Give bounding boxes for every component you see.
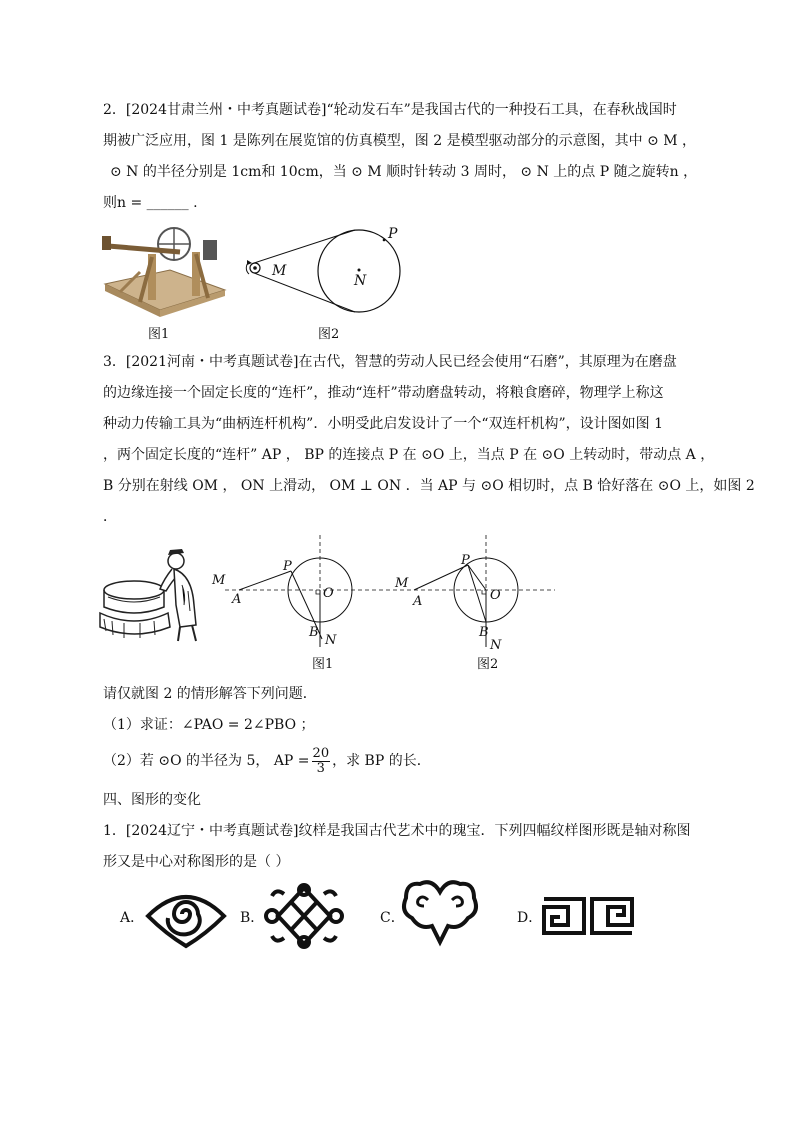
- s4-q1-line-1: 1．[2024辽宁・中考真题试卷]纹样是我国古代艺术中的瑰宝．下列四幅纹样图形既是轴对称图: [103, 823, 691, 839]
- q3-line-6: ．: [103, 509, 117, 525]
- fig2-label-p: P: [461, 553, 470, 568]
- q2-line-1: 2．[2024甘肃兰州・中考真题试卷]“轮动发石车”是我国古代的一种投石工具，在春秋战国时: [103, 102, 677, 118]
- ap-fraction: [312, 747, 331, 776]
- fig1-label-a: A: [232, 592, 242, 607]
- fig2-label-o: O: [490, 588, 501, 603]
- label-n: N: [354, 273, 367, 289]
- label-m: M: [272, 263, 287, 279]
- section-4-heading: 四、图形的变化: [103, 792, 201, 808]
- q3-sub-question-2: [103, 746, 431, 776]
- q3-sub2-text: （2）若 ⊙O 的半径为 5， AP =: [103, 753, 310, 769]
- q2-line-2: 期被广泛应用，图 1 是陈列在展览馆的仿真模型，图 2 是模型驱动部分的示意图，其中 ⊙ M ，: [103, 133, 697, 149]
- fig2-label-b: B: [479, 625, 489, 640]
- belt-drive-diagram: [238, 222, 408, 322]
- fraction-denominator: 3: [316, 760, 325, 776]
- option-b-knot-pattern[interactable]: [264, 884, 344, 948]
- option-b-label[interactable]: B．: [240, 910, 265, 926]
- q3-instruction: 请仅就图 2 的情形解答下列问题．: [103, 686, 317, 702]
- millstone-illustration: [100, 545, 210, 645]
- s4-q1-line-2: 形又是中心对称图形的是（ ）: [103, 854, 290, 870]
- q2-line-3: ⊙ N 的半径分别是 1cm和 10cm，当 ⊙ M 顺时针转动 3 周时， ⊙ N 上的点 P 随之旋转n ，: [110, 164, 698, 180]
- q2-line-4: 则n = ______ .: [103, 195, 198, 211]
- q3-sub2-tail: ，求 BP 的长．: [332, 753, 431, 769]
- fig1-label-b: B: [309, 625, 319, 640]
- fig1-label-m: M: [212, 573, 226, 588]
- option-a-label[interactable]: A．: [120, 910, 145, 926]
- fig2-label-m: M: [395, 576, 409, 591]
- q3-line-1: 3．[2021河南・中考真题试卷]在古代，智慧的劳动人民已经会使用“石磨”，其原理为在磨盘: [103, 354, 677, 370]
- option-a-spiral-pattern[interactable]: [146, 884, 226, 948]
- q2-fig1-caption: 图1: [148, 327, 170, 342]
- q3-sub-question-1: （1）求证：∠PAO = 2∠PBO ；: [103, 717, 315, 733]
- option-c-cloud-pattern[interactable]: [400, 878, 480, 948]
- q3-line-4: ，两个固定长度的“连杆” AP ， BP 的连接点 P 在 ⊙O 上，当点 P 在 ⊙O 上转动时，带动点 A ，: [103, 447, 715, 463]
- q3-fig2-caption: 图2: [477, 657, 499, 672]
- fig1-label-p: P: [283, 559, 292, 574]
- option-d-label[interactable]: D．: [517, 910, 543, 926]
- fig1-label-o: O: [323, 586, 334, 601]
- q3-line-3: 种动力传输工具为“曲柄连杆机构”．小明受此启发设计了一个“双连杆机构”，设计图如图 1: [103, 416, 663, 432]
- option-c-label[interactable]: C．: [380, 910, 405, 926]
- label-p: P: [388, 226, 398, 242]
- q3-line-5: B 分别在射线 OM ， ON 上滑动， OM ⊥ ON ．当 AP 与 ⊙O 相切时，点 B 恰好落在 ⊙O 上，如图 2: [103, 478, 755, 494]
- fig2-label-n: N: [490, 638, 502, 653]
- fig2-label-a: A: [413, 594, 423, 609]
- q3-line-2: 的边缘连接一个固定长度的“连杆”，推动“连杆”带动磨盘转动，将粮食磨碎，物理学上称这: [103, 385, 664, 401]
- q3-fig1-caption: 图1: [312, 657, 334, 672]
- fraction-numerator: 20: [312, 745, 330, 761]
- catapult-model-image: [100, 222, 230, 322]
- q2-fig2-caption: 图2: [318, 327, 340, 342]
- fig1-label-n: N: [325, 633, 337, 648]
- option-d-fret-pattern[interactable]: [540, 895, 636, 937]
